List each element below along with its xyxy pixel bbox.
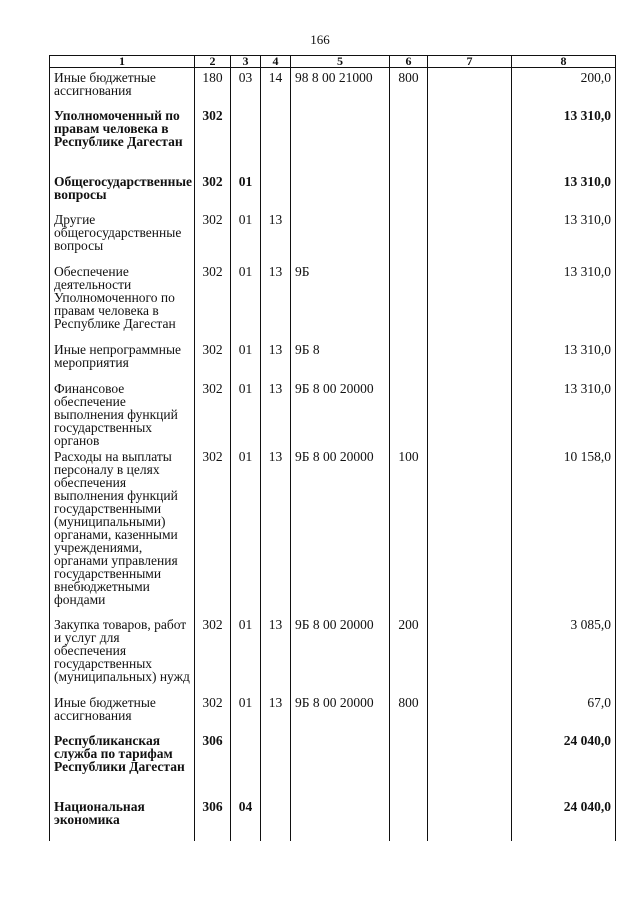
table-row	[50, 615, 616, 693]
cell-code: 306	[195, 797, 231, 841]
cell-amount: 13 310,0	[512, 379, 616, 447]
cell-target: 9Б	[291, 262, 390, 340]
row-name: Расходы на выплаты персоналу в целях обеспечения выполнения функций государственными (муниципальными) органами, казенными учреждениями, органами управления государственными внебюджетными фондами	[50, 447, 195, 615]
cell-code: 302	[195, 210, 231, 262]
cell-expense-type	[390, 210, 428, 262]
table-row	[50, 172, 616, 210]
column-header: 3	[231, 56, 261, 68]
cell-section	[231, 106, 261, 172]
cell-subsection: 13	[261, 615, 291, 693]
table-row	[50, 797, 616, 841]
cell-amount: 13 310,0	[512, 106, 616, 172]
cell-code: 302	[195, 615, 231, 693]
cell-subsection	[261, 172, 291, 210]
cell-col7	[428, 210, 512, 262]
cell-expense-type: 100	[390, 447, 428, 615]
cell-target: 98 8 00 21000	[291, 68, 390, 106]
table-row	[50, 731, 616, 797]
cell-amount: 13 310,0	[512, 172, 616, 210]
cell-expense-type	[390, 106, 428, 172]
cell-expense-type	[390, 172, 428, 210]
cell-section: 01	[231, 615, 261, 693]
row-name: Иные бюджетные ассигнования	[50, 693, 195, 731]
cell-expense-type: 800	[390, 693, 428, 731]
cell-expense-type: 800	[390, 68, 428, 106]
cell-col7	[428, 68, 512, 106]
cell-target: 9Б 8 00 20000	[291, 447, 390, 615]
cell-subsection: 13	[261, 447, 291, 615]
cell-col7	[428, 106, 512, 172]
cell-col7	[428, 447, 512, 615]
cell-expense-type: 200	[390, 615, 428, 693]
budget-table	[49, 55, 616, 841]
cell-expense-type	[390, 340, 428, 379]
cell-col7	[428, 172, 512, 210]
cell-section: 01	[231, 262, 261, 340]
cell-section: 01	[231, 172, 261, 210]
table-row	[50, 693, 616, 731]
cell-expense-type	[390, 379, 428, 447]
cell-code: 302	[195, 340, 231, 379]
cell-code: 302	[195, 172, 231, 210]
cell-amount: 67,0	[512, 693, 616, 731]
cell-subsection: 13	[261, 379, 291, 447]
cell-section: 01	[231, 210, 261, 262]
column-header: 5	[291, 56, 390, 68]
cell-amount: 24 040,0	[512, 731, 616, 797]
cell-section	[231, 731, 261, 797]
cell-target: 9Б 8 00 20000	[291, 693, 390, 731]
cell-code: 302	[195, 262, 231, 340]
cell-col7	[428, 615, 512, 693]
column-header: 4	[261, 56, 291, 68]
cell-subsection	[261, 106, 291, 172]
row-name: Финансовое обеспечение выполнения функций государственных органов	[50, 379, 195, 447]
table-row	[50, 447, 616, 615]
table-row	[50, 379, 616, 447]
cell-code: 180	[195, 68, 231, 106]
cell-col7	[428, 379, 512, 447]
cell-subsection: 14	[261, 68, 291, 106]
cell-col7	[428, 262, 512, 340]
cell-amount: 13 310,0	[512, 262, 616, 340]
cell-subsection	[261, 731, 291, 797]
row-name: Общегосударственные вопросы	[50, 172, 195, 210]
cell-code: 302	[195, 106, 231, 172]
cell-subsection: 13	[261, 210, 291, 262]
cell-target	[291, 106, 390, 172]
cell-subsection: 13	[261, 340, 291, 379]
table-row	[50, 262, 616, 340]
cell-target: 9Б 8	[291, 340, 390, 379]
cell-amount: 24 040,0	[512, 797, 616, 841]
cell-section: 01	[231, 447, 261, 615]
row-name: Иные бюджетные ассигнования	[50, 68, 195, 106]
row-name: Республиканская служба по тарифам Республики Дагестан	[50, 731, 195, 797]
cell-code: 306	[195, 731, 231, 797]
table-row	[50, 210, 616, 262]
page-number: 166	[310, 32, 330, 47]
cell-section: 03	[231, 68, 261, 106]
cell-target: 9Б 8 00 20000	[291, 379, 390, 447]
cell-code: 302	[195, 447, 231, 615]
row-name: Обеспечение деятельности Уполномоченного по правам человека в Республике Дагестан	[50, 262, 195, 340]
cell-code: 302	[195, 379, 231, 447]
cell-target: 9Б 8 00 20000	[291, 615, 390, 693]
row-name: Иные непрограммные мероприятия	[50, 340, 195, 379]
cell-col7	[428, 340, 512, 379]
table-row	[50, 340, 616, 379]
row-name: Другие общегосударственные вопросы	[50, 210, 195, 262]
cell-subsection: 13	[261, 693, 291, 731]
cell-amount: 3 085,0	[512, 615, 616, 693]
cell-target	[291, 172, 390, 210]
column-header: 2	[195, 56, 231, 68]
cell-section: 01	[231, 693, 261, 731]
cell-target	[291, 210, 390, 262]
cell-expense-type	[390, 262, 428, 340]
column-header: 7	[428, 56, 512, 68]
cell-col7	[428, 797, 512, 841]
row-name: Закупка товаров, работ и услуг для обеспечения государственных (муниципальных) нужд	[50, 615, 195, 693]
cell-section: 04	[231, 797, 261, 841]
cell-amount: 13 310,0	[512, 340, 616, 379]
cell-subsection	[261, 797, 291, 841]
cell-target	[291, 797, 390, 841]
cell-expense-type	[390, 731, 428, 797]
row-name: Уполномоченный по правам человека в Республике Дагестан	[50, 106, 195, 172]
cell-amount: 10 158,0	[512, 447, 616, 615]
column-header: 6	[390, 56, 428, 68]
column-header: 8	[512, 56, 616, 68]
table-row	[50, 106, 616, 172]
table-header-row	[50, 56, 616, 68]
cell-amount: 200,0	[512, 68, 616, 106]
cell-target	[291, 731, 390, 797]
cell-col7	[428, 693, 512, 731]
cell-col7	[428, 731, 512, 797]
cell-amount: 13 310,0	[512, 210, 616, 262]
cell-section: 01	[231, 379, 261, 447]
cell-code: 302	[195, 693, 231, 731]
cell-subsection: 13	[261, 262, 291, 340]
cell-section: 01	[231, 340, 261, 379]
row-name: Национальная экономика	[50, 797, 195, 841]
table-row	[50, 68, 616, 106]
column-header: 1	[50, 56, 195, 68]
cell-expense-type	[390, 797, 428, 841]
